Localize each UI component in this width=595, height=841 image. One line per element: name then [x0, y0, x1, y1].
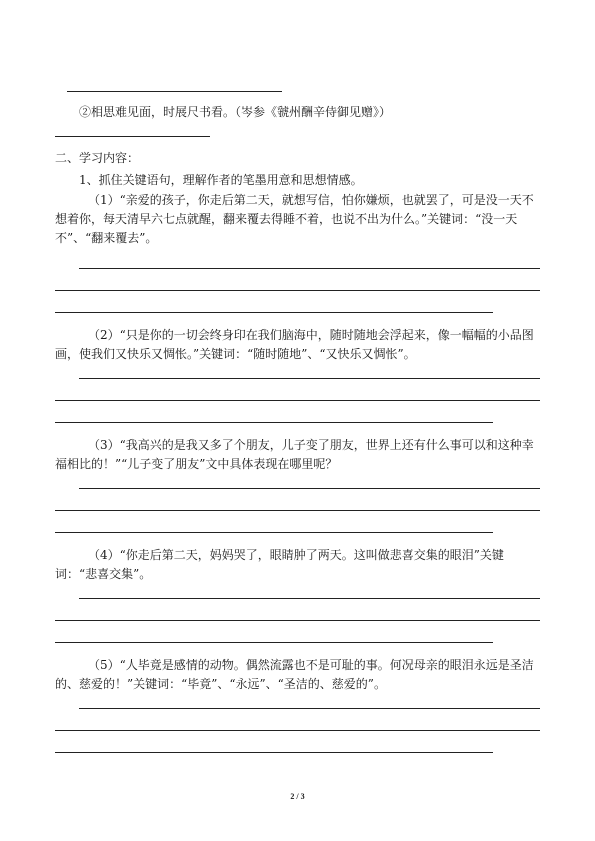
answer-line-4c: [55, 642, 493, 643]
answer-line-5b: [55, 730, 540, 731]
answer-line-poem: [55, 136, 210, 137]
answer-line-4a: [79, 598, 540, 599]
question-item-1: （1）“亲爱的孩子，你走后第二天，就想写信，怕你嫌烦，也就罢了，可是没一天不想着你，每天清早六七点就醒，翻来覆去得睡不着，也说不出为什么。”关键词：“没一天不”、“翻来覆去”。: [55, 193, 534, 245]
answer-line-1a: [79, 268, 540, 269]
answer-line-3c: [55, 532, 493, 533]
answer-line-1b: [55, 290, 540, 291]
answer-line-2b: [55, 400, 540, 401]
answer-line-5a: [79, 708, 540, 709]
task-heading: 1、抓住关键语句，理解作者的笔墨用意和思想情感。: [79, 173, 363, 187]
answer-line-2c: [55, 422, 493, 423]
question-item-4: （4）“你走后第二天，妈妈哭了，眼睛肿了两天。这叫做悲喜交集的眼泪”关键词：“悲喜交集”。: [55, 548, 504, 581]
question-item-3: （3）“我高兴的是我又多了个朋友，儿子变了朋友，世界上还有什么事可以和这种幸福相比的！”“儿子变了朋友”文中具体表现在哪里呢？: [55, 438, 534, 471]
answer-line-top: [67, 91, 282, 92]
answer-line-1c: [55, 312, 493, 313]
section-heading: 二、学习内容：: [55, 151, 140, 165]
question-item-5: （5）“人毕竟是感情的动物。偶然流露也不是可耻的事。何况母亲的眼泪永远是圣洁的、慈爱的！”关键词：“毕竟”、“永远”、“圣洁的、慈爱的”。: [55, 658, 534, 691]
poem-line-text: ②相思难见面，时展尺书看。（岑参《虢州酬辛侍御见赠》）: [79, 105, 392, 119]
answer-line-3a: [79, 488, 540, 489]
answer-line-2a: [79, 378, 540, 379]
page-number: 2 / 3: [290, 792, 305, 801]
question-item-2: （2）“只是你的一切会终身印在我们脑海中，随时随地会浮起来，像一幅幅的小品图画，使我们又快乐又惆怅。”关键词：“随时随地”、“又快乐又惆怅”。: [55, 328, 534, 361]
answer-line-3b: [55, 510, 540, 511]
answer-line-5c: [55, 752, 493, 753]
answer-line-4b: [55, 620, 540, 621]
